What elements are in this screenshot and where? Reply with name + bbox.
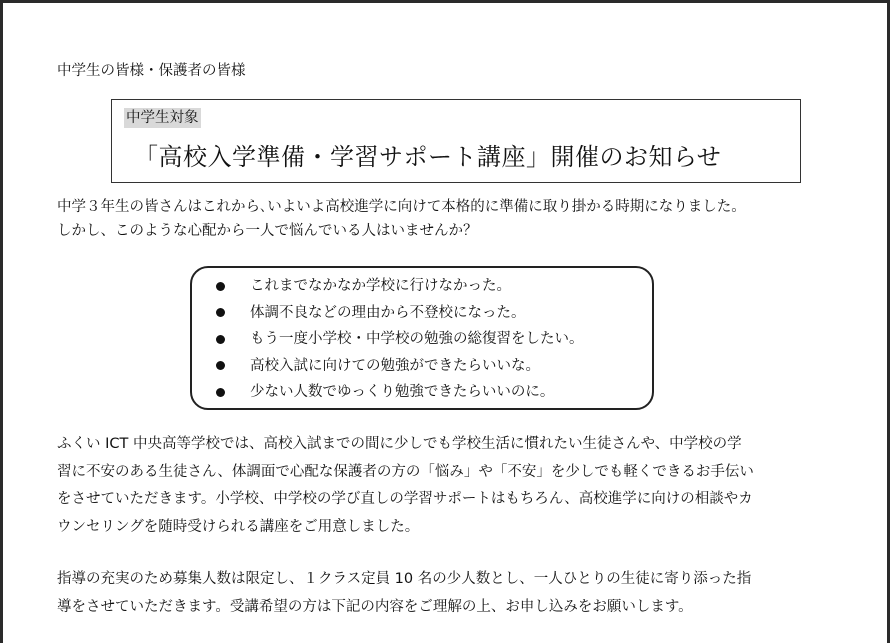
bullet-icon bbox=[216, 361, 225, 370]
bullet-icon bbox=[216, 388, 225, 397]
paragraph-line: をさせていただきます。小学校、中学校の学び直しの学習サポートはもちろん、高校進学に向けの相談やカ bbox=[57, 491, 753, 507]
paragraph-line: 指導の充実のため募集人数は限定し、１クラス定員 10 名の少人数とし、一人ひとりの生徒に寄り添った指 bbox=[57, 571, 752, 587]
bullet-icon bbox=[216, 335, 225, 344]
intro-line: 中学３年生の皆さんはこれから､いよいよ高校進学に向けて本格的に準備に取り掛かる時期になりました。 bbox=[57, 199, 746, 215]
enrollment-paragraph bbox=[57, 566, 751, 621]
concern-item bbox=[216, 379, 652, 406]
concerns-box bbox=[190, 266, 654, 410]
target-audience-tag: 中学生対象 bbox=[126, 110, 199, 126]
concern-text: 高校入試に向けての勉強ができたらいいな。 bbox=[250, 357, 540, 374]
concern-text: 体調不良などの理由から不登校になった。 bbox=[250, 304, 526, 321]
concern-item bbox=[216, 300, 652, 327]
intro-line: しかし、このような心配から一人で悩んでいる人はいませんか？ bbox=[57, 223, 478, 239]
paragraph-line: 導をさせていただきます。受講希望の方は下記の内容をご理解の上、お申し込みをお願いします。 bbox=[57, 598, 693, 615]
concern-text: もう一度小学校・中学校の勉強の総復習をしたい。 bbox=[250, 331, 584, 347]
concern-item bbox=[216, 273, 652, 300]
paragraph-line: ウンセリングを随時受けられる講座をご用意しました。 bbox=[57, 518, 420, 535]
concern-text: 少ない人数でゆっくり勉強できたらいいのに。 bbox=[250, 384, 555, 400]
document-title: 「高校入学準備・学習サポート講座」開催のお知らせ bbox=[134, 143, 722, 171]
document-page bbox=[3, 3, 887, 643]
paragraph-line: 習に不安のある生徒さん、体調面で心配な保護者の方の「悩み」や「不安」を少しでも軽くできるお手伝い bbox=[57, 463, 754, 480]
concern-item bbox=[216, 326, 652, 353]
school-description-paragraph bbox=[57, 431, 754, 541]
paragraph-line: ふくい ICT 中央高等学校では、高校入試までの間に少しでも学校生活に慣れたい生徒さんや、中学校の学 bbox=[57, 436, 742, 452]
bullet-icon bbox=[216, 282, 225, 291]
title-box bbox=[111, 99, 801, 183]
bullet-icon bbox=[216, 308, 225, 317]
concern-text: これまでなかなか学校に行けなかった。 bbox=[250, 278, 511, 294]
concern-item bbox=[216, 353, 652, 380]
intro-paragraph bbox=[57, 195, 746, 243]
greeting-line: 中学生の皆様・保護者の皆様 bbox=[57, 63, 246, 79]
